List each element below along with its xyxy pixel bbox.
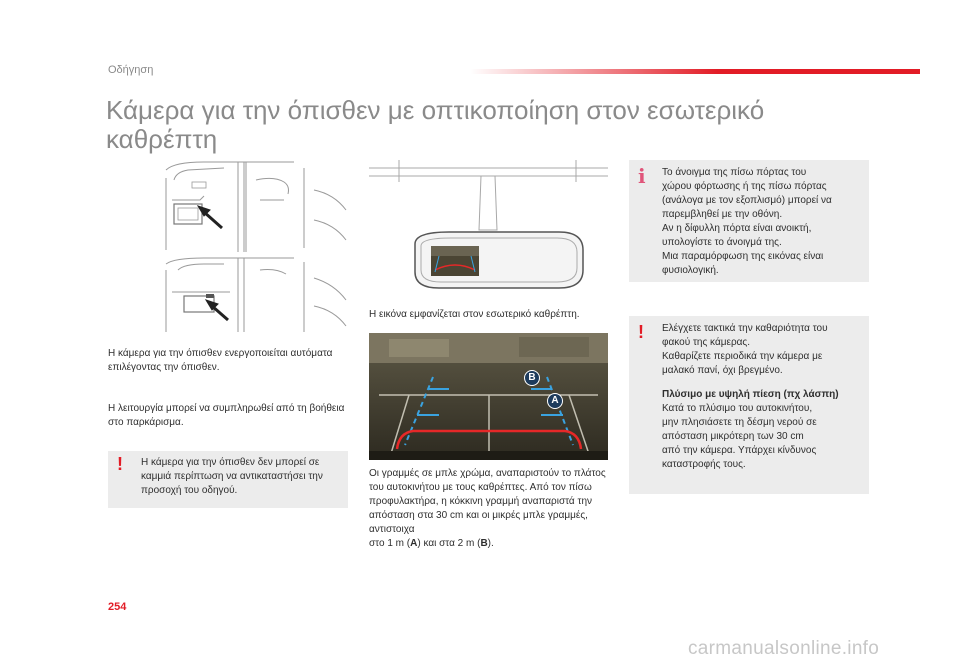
watermark: carmanualsonline.info xyxy=(688,638,880,659)
warn-line-8: από την κάμερα. Υπάρχει κίνδυνος xyxy=(662,445,817,456)
camera-view-image xyxy=(369,333,608,460)
info-line-8: φυσιολογική. xyxy=(662,265,719,276)
guide-lines-text-1: Οι γραμμές σε μπλε χρώμα, αναπαριστούν το πλάτος του αυτοκινήτου με τους καθρέπτες. xyxy=(369,468,606,493)
warn-line-2: φακού της κάμερας. xyxy=(662,337,751,348)
interior-mirror-illustration xyxy=(369,160,608,300)
van-rear-illustration-top xyxy=(164,160,348,252)
warn-line-9: καταστροφής τους. xyxy=(662,459,746,470)
info-line-3: (ανάλογα με τον εξοπλισμό) μπορεί να xyxy=(662,195,832,206)
left-paragraph-parking-aid: Η λειτουργία μπορεί να συμπληρωθεί από τη βοήθεια στο παρκάρισμα. xyxy=(108,403,345,428)
warning-icon-right: ! xyxy=(638,322,644,342)
guide-lines-text-3-post: ). xyxy=(487,538,494,549)
distance-marker-b: B xyxy=(524,370,540,386)
left-warning-text: Η κάμερα για την όπισθεν δεν μπορεί σε καμμιά περίπτωση να αντικαταστήσει την προσοχή του οδηγού. xyxy=(141,457,323,496)
info-line-5: Αν η δίφυλλη πόρτα είναι ανοικτή, xyxy=(662,223,812,234)
warn-line-3: Καθαρίζετε περιοδικά την κάμερα με xyxy=(662,351,823,362)
info-line-6: υπολογίστε το άνοιγμά της. xyxy=(662,237,782,248)
page-title-line-2: καθρέπτη xyxy=(106,124,218,154)
mirror-caption: Η εικόνα εμφανίζεται στον εσωτερικό καθρέπτη. xyxy=(369,309,580,320)
page-number: 254 xyxy=(108,601,127,613)
info-box xyxy=(629,160,869,282)
guide-label-a: A xyxy=(410,538,418,549)
cleaning-warning-box xyxy=(629,316,869,494)
section-title: Οδήγηση xyxy=(108,64,154,76)
warn-line-6: μην πλησιάσετε τη δέσμη νερού σε xyxy=(662,417,817,428)
info-box-text xyxy=(662,166,867,278)
page-title xyxy=(106,96,826,154)
distance-marker-a: A xyxy=(547,393,563,409)
guide-lines-text-3-mid: ) και στα 2 m ( xyxy=(417,538,481,549)
info-icon: i xyxy=(638,164,646,188)
warn-line-4: μαλακό πανί, όχι βρεγμένο. xyxy=(662,365,783,376)
info-line-4: παρεμβληθεί με την οθόνη. xyxy=(662,209,783,220)
guide-lines-description xyxy=(369,467,609,551)
warning-icon: ! xyxy=(117,454,123,474)
info-line-1: Το άνοιγμα της πίσω πόρτας του xyxy=(662,167,807,178)
guide-label-b: B xyxy=(480,538,488,549)
warn-line-1: Ελέγχετε τακτικά την καθαριότητα του xyxy=(662,323,828,334)
left-warning-box xyxy=(108,451,348,508)
header-accent-bar xyxy=(470,69,920,74)
info-line-7: Μια παραμόρφωση της εικόνας είναι xyxy=(662,251,824,262)
guide-lines-text-2: Από τον πίσω προφυλακτήρα, η κόκκινη γραμμή αναπαριστά την απόσταση στα 30 cm και οι μικρές μπλε γραμμές, αντιστοιχα xyxy=(369,482,593,535)
warn-line-7: απόσταση μικρότερη των 30 cm xyxy=(662,431,804,442)
warn-heading: Πλύσιμο με υψηλή πίεση (πχ λάσπη) xyxy=(662,389,839,400)
cleaning-warning-text xyxy=(662,322,867,472)
van-rear-illustration-bottom xyxy=(164,256,348,332)
warn-line-5: Κατά το πλύσιμο του αυτοκινήτου, xyxy=(662,403,813,414)
guide-lines-text-3-pre: στο 1 m ( xyxy=(369,538,411,549)
page-title-line-1: Κάμερα για την όπισθεν με οπτικοποίηση στον εσωτερικό xyxy=(106,95,765,125)
left-paragraph-activation: Η κάμερα για την όπισθεν ενεργοποιείται αυτόματα επιλέγοντας την όπισθεν. xyxy=(108,348,333,373)
info-line-2: χώρου φόρτωσης ή της πίσω πόρτας xyxy=(662,181,827,192)
